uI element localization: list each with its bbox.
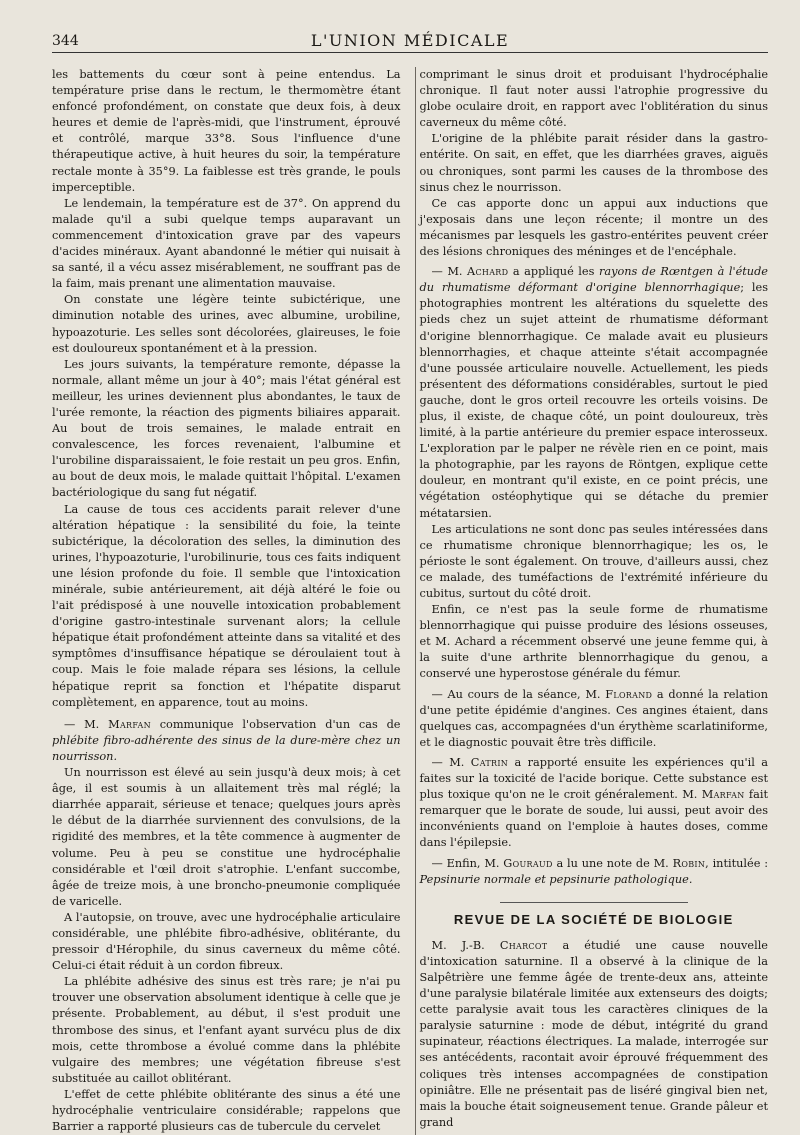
paragraph: les battements du cœur sont à peine entendus. La température prise dans le rectum, le thermomètre étant enfoncé profondément, on constate que deux fois, à deux heures et demie de l'après-midi, que l'instrument, éprouvé et contrôlé, marque 33°8. Sous l'influence d'une thérapeutique active, à huit heures du soir, la température rectale monte à 35°9. La faiblesse est très grande, le pouls imperceptible.	[52, 68, 401, 194]
paragraph: Les articulations ne sont donc pas seules intéressées dans ce rhumatisme chronique blennorrhagique; les os, le périoste le sont également. On trouve, d'ailleurs aussi, chez ce malade, des tuméfactions de l'extrémité inférieure du cubitus, surtout du côté droit.	[419, 522, 768, 600]
paragraph: A l'autopsie, on trouve, avec une hydrocéphalie articulaire considérable, une phlébite fibro-adhésive, oblitérante, du pressoir d'Hérophile, du sinus caverneux du même côté. Celui-ci était réduit à un cordon fibreux.	[52, 910, 401, 973]
paragraph-catrin: — M. Catrin a rapporté ensuite les expériences qu'il a faites sur la toxicité de l'acide borique. Cette substance est plus toxique qu'on ne le croit généralement. M. Marfan fait remarquer que le borate de soude, lui aussi, peut avoir des inconvénients quand on l'emploie à hautes doses, comme dans l'épilepsie.	[419, 755, 768, 850]
paragraph: Un nourrisson est élevé au sein jusqu'à deux mois; à cet âge, il est soumis à un allaitement très mal réglé; la diarrhée apparait, sérieuse et tenace; quelques jours après le début de la diarrhée surviennent des convulsions, de la rigidité des membres, et la tête commence à augmenter de volume. Peu à peu se constitue une hydrocéphalie considérable et l'œil droit s'atrophie. L'enfant succombe, âgée de treize mois, à une broncho-pneumonie compliquée de varicelle.	[52, 766, 401, 908]
left-column	[52, 67, 405, 1135]
paragraph-marfan: — M. Marfan communique l'observation d'un cas de phlébite fibro-adhérente des sinus de la dure-mère chez un nourrisson.	[52, 717, 401, 763]
paragraph: L'effet de cette phlébite oblitérante des sinus a été une hydrocéphalie ventriculaire considérable; rappelons que Barrier a rapporté plusieurs cas de tubercule du cervelet	[52, 1087, 401, 1134]
author-name: Catrin	[470, 755, 509, 769]
paragraph: comprimant le sinus droit et produisant l'hydrocéphalie chronique. Il faut noter aussi l'atrophie progressive du globe oculaire droit, en rapport avec l'oblitération du sinus caverneux du même côté.	[419, 68, 768, 130]
paragraph-gouraud: — Enfin, M. Gouraud a lu une note de M. Robin, intitulée : Pepsinurie normale et pepsinurie pathologique.	[419, 856, 768, 886]
communication-title: phlébite fibro-adhérente des sinus de la dure-mère chez un nourrisson.	[52, 733, 401, 763]
author-name: Florand	[605, 687, 653, 701]
author-name: Marfan	[701, 788, 745, 802]
paragraph: Les jours suivants, la température remonte, dépasse la normale, allant même un jour à 40°; mais l'état général est meilleur, les urines deviennent plus abondantes, le taux de l'urée remonte, la réaction des pigments biliaires apparait. Au bout de trois semaines, le malade entrait en convalescence, les forces revenaient, l'albumine et l'urobiline disparaissaient, le foie restait un peu gros. Enfin, au bout de deux mois, le malade quittait l'hôpital. L'examen bactériologique du sang fut négatif.	[52, 357, 401, 500]
author-name: Marfan	[108, 717, 151, 731]
section-heading: REVUE DE LA SOCIÉTÉ DE BIOLOGIE	[420, 902, 769, 928]
paragraph: On constate une légère teinte subictérique, une diminution notable des urines, avec albumine, urobiline, hypoazoturie. Les selles sont décolorées, glaireuses, le foie est douloureux spontanément et à la pression.	[52, 293, 401, 355]
author-name: Achard	[467, 265, 509, 279]
paragraph: La cause de tous ces accidents parait relever d'une altération hépatique : la sensibilité du foie, la teinte subictérique, la décoloration des selles, la diminution des urines, l'hypoazoturie, l'urobilinurie, tous ces faits indiquent une lésion profonde du foie. Il semble que l'intoxication minérale, subie antérieurement, ait déjà altéré le foie ou l'ait prédisposé à une nouvelle intoxication probablement d'origine gastro-intestinale survenant alors; la cellule hépatique était profondément atteinte dans sa vitalité et des symptômes d'insuffisance hépatique se déroulaient tout à coup. Mais le foie malade répara ses lésions, la cellule hépatique reprit sa fonction et l'hépatite disparut complètement, en apparence, tout au moins.	[52, 502, 401, 709]
page-number: 344	[52, 33, 79, 49]
paragraph: Ce cas apporte donc un appui aux inductions que j'exposais dans une leçon récente; il montre un des mécanismes par lesquels les gastro-entérites peuvent créer des lésions chroniques des méninges et de l'encéphale.	[419, 196, 768, 259]
text-columns	[52, 67, 768, 1135]
communication-title: Pepsinurie normale et pepsinurie pathologique.	[419, 872, 693, 886]
paragraph-charcot: M. J.-B. Charcot a étudié une cause nouvelle d'intoxication saturnine. Il a observé à la clinique de la Salpêtrière une femme âgée de trente-deux ans, atteinte d'une paralysie bilatérale limitée aux extenseurs des doigts; cette paralysie avait tous les caractères cliniques de la paralysie saturnine : mode de début, intégrité du grand supinateur, réactions électriques. La malade, interrogée sur ses antécédents, racontait avoir éprouvé fréquemment des coliques très intenses accompagnées de constipation opiniâtre. Elle ne présentait pas de liséré gingival bien net, mais la bouche était soigneusement tenue. Grande pâleur et grand	[419, 938, 768, 1129]
paragraph: Enfin, ce n'est pas la seule forme de rhumatisme blennorrhagique qui puisse produire des lésions osseuses, et M. Achard a récemment observé une jeune femme qui, à la suite d'une arthrite blennorrhagique du genou, a conservé une hyperostose générale du fémur.	[419, 603, 768, 681]
paragraph: L'origine de la phlébite parait résider dans la gastro-entérite. On sait, en effet, que les diarrhées graves, aiguës ou chroniques, sont parmi les causes de la thrombose des sinus chez le nourrisson.	[419, 132, 768, 194]
running-head: L'UNION MÉDICALE	[310, 31, 510, 50]
author-name: Gouraud	[503, 856, 553, 870]
paragraph: La phlébite adhésive des sinus est très rare; je n'ai pu trouver une observation absolument identique à celle que je présente. Probablement, au début, il s'est produit une thrombose des sinus, et l'enfant ayant survécu plus de dix mois, cette thrombose a évolué comme dans la phlébite vulgaire des membres; une végétation fibreuse s'est substituée au caillot oblitérant.	[52, 975, 401, 1085]
author-name: Charcot	[499, 938, 548, 952]
paragraph: Le lendemain, la température est de 37°. On apprend du malade qu'il a subi quelque temps auparavant un commencement d'intoxication grave par des vapeurs d'acides minéraux. Ayant abandonné le métier qui nuisait à sa santé, il a vécu assez misérablement, ne souffrant pas de la faim, mais prenant une alimentation mauvaise.	[52, 196, 401, 291]
paragraph-achard: — M. Achard a appliqué les rayons de Rœntgen à l'étude du rhumatisme déformant d'origine blennorrhagique; les photographies montrent les altérations du squelette des pieds chez un sujet atteint de rhumatisme déformant d'origine blennorrhagique. Ce malade avait eu plusieurs blennorrhagies, et chaque atteinte s'était accompagnée d'une poussée articulaire nouvelle. Actuellement, les pieds présentent des déformations considérables, surtout le pied gauche, dont le gros orteil recouvre les orteils voisins. De plus, il existe, de chaque côté, un point douloureux, très limité, à la partie antérieure du premier espace interosseux. L'exploration par le palper ne révèle rien en ce point, mais la photographie, par les rayons de Röntgen, explique cette douleur, en montrant qu'il existe, en ce point précis, une végétation ostéophytique qui se détache du premier métatarsien.	[419, 265, 768, 520]
right-column	[415, 67, 769, 1135]
communication-title: rayons de Rœntgen à l'étude du rhumatisme déformant d'origine blennorrhagique	[419, 265, 768, 295]
paragraph-florand: — Au cours de la séance, M. Florand a donné la relation d'une petite épidémie d'angines. Ces angines étaient, dans quelques cas, accompagnées d'un érythème scarlatiniforme, et le diagnostic pouvait être très difficile.	[419, 687, 768, 749]
page-header	[52, 28, 768, 53]
author-name: Robin	[672, 856, 706, 870]
